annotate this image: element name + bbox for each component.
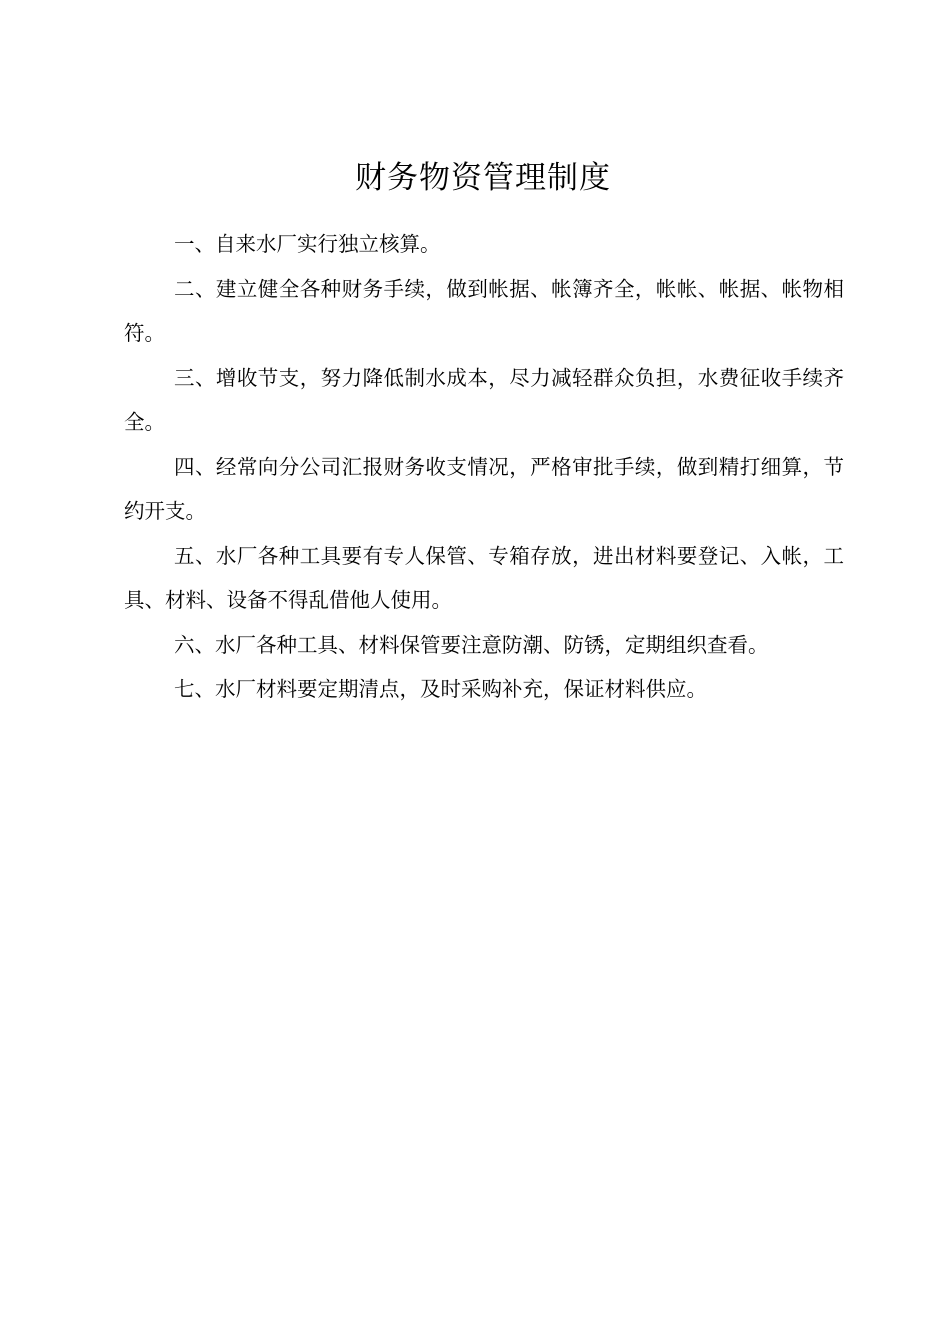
paragraph-5: 五、水厂各种工具要有专人保管、专箱存放，进出材料要登记、入帐，工具、材料、设备不得乱借他人使用。 xyxy=(124,543,844,612)
paragraph-2: 二、建立健全各种财务手续，做到帐据、帐簿齐全，帐帐、帐据、帐物相符。 xyxy=(124,276,844,345)
document-body xyxy=(124,222,844,712)
paragraph-3: 三、增收节支，努力降低制水成本，尽力减轻群众负担，水费征收手续齐全。 xyxy=(124,365,844,434)
paragraph-7: 七、水厂材料要定期清点，及时采购补充，保证材料供应。 xyxy=(174,677,707,701)
paragraph-6: 六、水厂各种工具、材料保管要注意防潮、防锈，定期组织查看。 xyxy=(174,632,769,657)
paragraph-4: 四、经常向分公司汇报财务收支情况，严格审批手续，做到精打细算，节约开支。 xyxy=(124,454,844,523)
paragraph-1: 一、自来水厂实行独立核算。 xyxy=(174,232,441,256)
document-title: 财务物资管理制度 xyxy=(355,160,611,196)
